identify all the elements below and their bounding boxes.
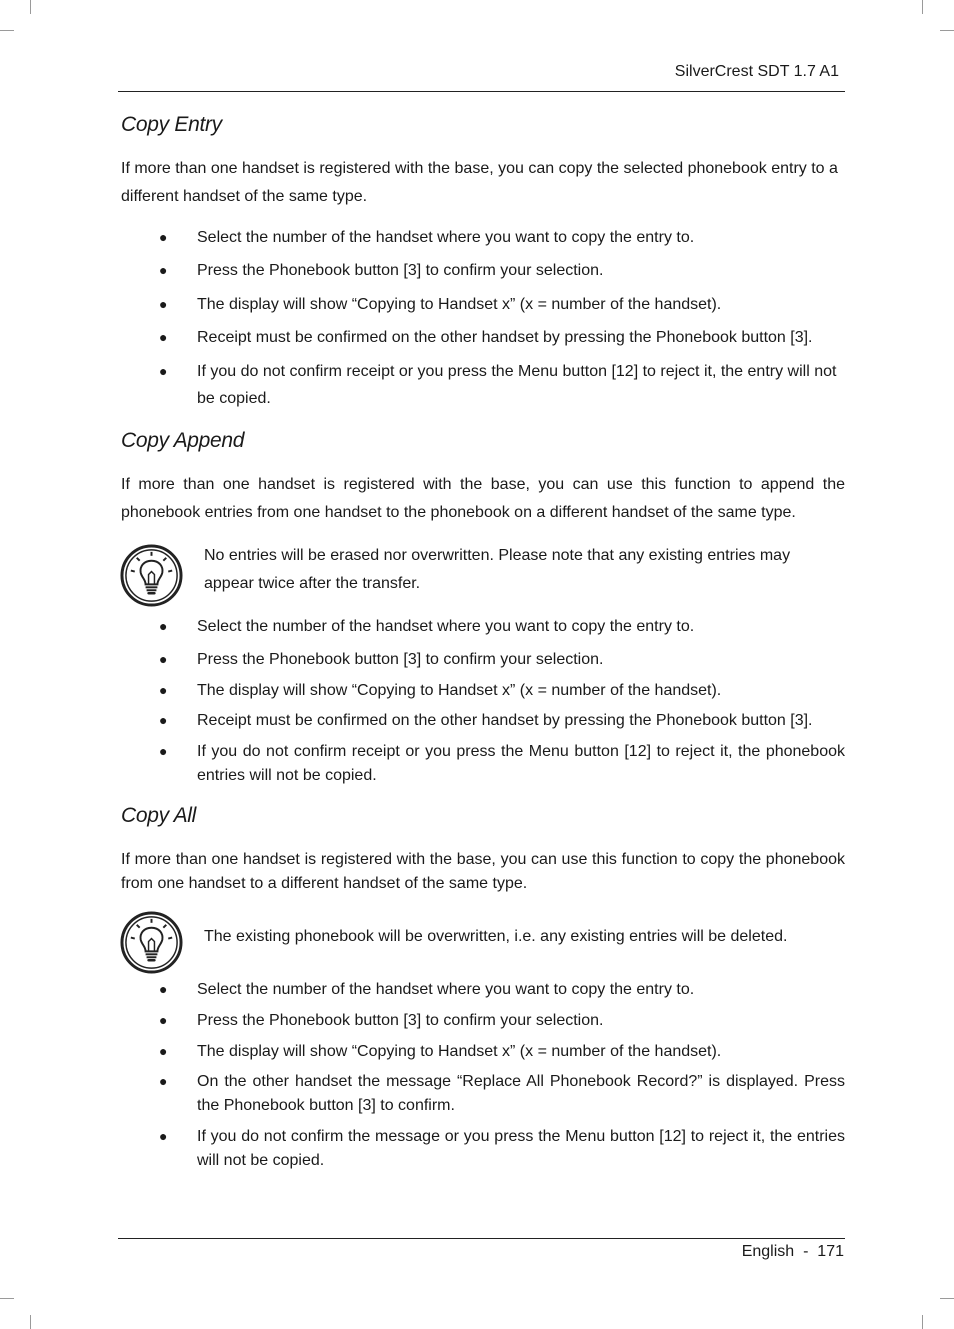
list-item: Select the number of the handset where you want to copy the entry to. xyxy=(197,981,695,998)
list-item: Press the Phonebook button [3] to confirm your selection. xyxy=(197,651,604,668)
bullet-marker: ● xyxy=(159,1043,168,1059)
section-intro: If more than one handset is registered with the base, you can copy the selected phonebook entry to a different handset of the same type. xyxy=(121,160,838,205)
bullet-marker: ● xyxy=(159,1128,168,1144)
footer-language: English xyxy=(741,1243,795,1260)
bullet-marker: ● xyxy=(159,229,168,245)
lightbulb-tip-icon xyxy=(120,911,183,974)
list-item: Press the Phonebook button [3] to confirm your selection. xyxy=(197,262,604,279)
tip-note: The existing phonebook will be overwritten, i.e. any existing entries will be deleted. xyxy=(204,928,788,945)
header-product-name: SilverCrest SDT 1.7 A1 xyxy=(674,63,839,80)
list-item: Select the number of the handset where you want to copy the entry to. xyxy=(197,229,695,246)
section-title-copy-all: Copy All xyxy=(121,804,197,827)
list-item: If you do not confirm receipt or you press the Menu button [12] to reject it, the entry will not be copied. xyxy=(197,363,837,407)
crop-mark xyxy=(940,30,954,31)
bullet-marker: ● xyxy=(159,1073,168,1089)
crop-mark xyxy=(30,1315,31,1329)
section-intro: If more than one handset is registered with the base, you can use this function to copy the phonebook from one handset to a different handset of the same type. xyxy=(121,851,845,892)
footer-rule xyxy=(118,1238,845,1239)
bullet-marker: ● xyxy=(159,651,168,667)
tip-note: No entries will be erased nor overwritten. Please note that any existing entries may appear twice after the transfer. xyxy=(204,547,791,592)
bullet-marker: ● xyxy=(159,1012,168,1028)
footer-page-info xyxy=(742,1243,844,1261)
list-item: If you do not confirm the message or you press the Menu button [12] to reject it, the entries will not be copied. xyxy=(197,1128,845,1169)
header-rule xyxy=(118,91,845,92)
list-item: If you do not confirm receipt or you press the Menu button [12] to reject it, the phonebook entries will not be copied. xyxy=(197,743,845,784)
list-item: The display will show “Copying to Handset x” (x = number of the handset). xyxy=(197,296,722,313)
bullet-marker: ● xyxy=(159,743,168,759)
list-item: Receipt must be confirmed on the other handset by pressing the Phonebook button [3]. xyxy=(197,329,813,346)
list-item: Press the Phonebook button [3] to confirm your selection. xyxy=(197,1012,604,1029)
bullet-marker: ● xyxy=(159,682,168,698)
crop-mark xyxy=(0,30,14,31)
crop-mark xyxy=(922,1315,923,1329)
footer-separator: - xyxy=(803,1243,809,1260)
list-item: On the other handset the message “Replace All Phonebook Record?” is displayed. Press the Phonebook button [3] to confirm. xyxy=(197,1073,845,1114)
crop-mark xyxy=(30,0,31,14)
crop-mark xyxy=(940,1298,954,1299)
list-item: Receipt must be confirmed on the other handset by pressing the Phonebook button [3]. xyxy=(197,712,813,729)
crop-mark xyxy=(922,0,923,14)
lightbulb-tip-icon xyxy=(120,544,183,607)
bullet-marker: ● xyxy=(159,329,168,345)
bullet-marker: ● xyxy=(159,712,168,728)
list-item: Select the number of the handset where you want to copy the entry to. xyxy=(197,618,695,635)
section-intro: If more than one handset is registered with the base, you can use this function to append the phonebook entries from one handset to the phonebook on a different handset of the same type. xyxy=(121,476,845,521)
page-number: 171 xyxy=(817,1243,844,1260)
bullet-marker: ● xyxy=(159,296,168,312)
bullet-marker: ● xyxy=(159,262,168,278)
section-title-copy-entry: Copy Entry xyxy=(121,113,222,136)
crop-mark xyxy=(0,1298,14,1299)
bullet-marker: ● xyxy=(159,363,168,379)
bullet-marker: ● xyxy=(159,618,168,634)
list-item: The display will show “Copying to Handset x” (x = number of the handset). xyxy=(197,682,722,699)
bullet-marker: ● xyxy=(159,981,168,997)
list-item: The display will show “Copying to Handset x” (x = number of the handset). xyxy=(197,1043,722,1060)
section-title-copy-append: Copy Append xyxy=(121,429,245,452)
